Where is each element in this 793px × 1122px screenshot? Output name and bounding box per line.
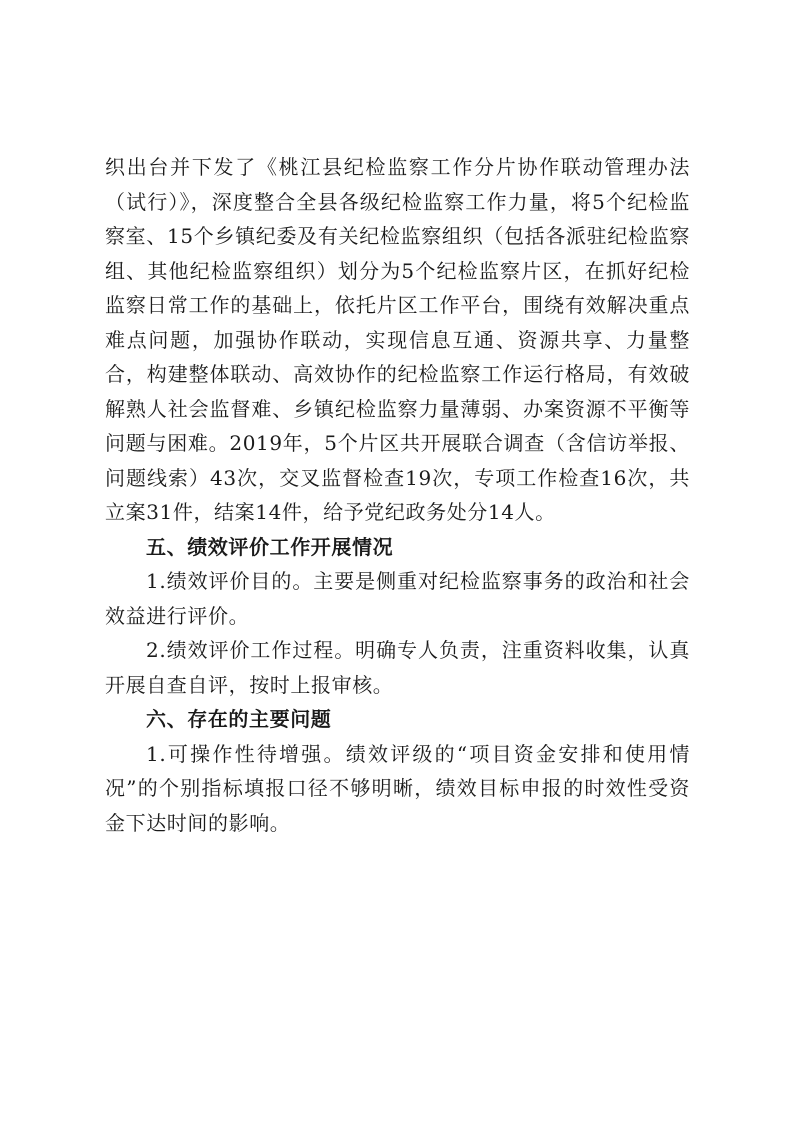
paragraph-5-2: 2.绩效评价工作过程。明确专人负责，注重资料收集，认真开展自查自评，按时上报审核。 — [105, 638, 690, 697]
section-heading-5: 五、绩效评价工作开展情况 — [146, 534, 394, 559]
paragraph-6-1: 1.可操作性待增强。绩效评级的“项目资金安排和使用情况”的个别指标填报口径不够明晰，绩效目标申报的时效性受资金下达时间的影响。 — [105, 741, 690, 835]
document-body — [105, 150, 690, 840]
paragraph-5-1: 1.绩效评价目的。主要是侧重对纪检监察事务的政治和社会效益进行评价。 — [105, 569, 690, 628]
paragraph-intro: 织出台并下发了《桃江县纪检监察工作分片协作联动管理办法（试行）》，深度整合全县各级纪检监察工作力量，将5个纪检监察室、15个乡镇纪委及有关纪检监察组织（包括各派驻纪检监察组、其他纪检监察组织）划分为5个纪检监察片区，在抓好纪检监察日常工作的基础上，依托片区工作平台，围绕有效解决重点难点问题，加强协作联动，实现信息互通、资源共享、力量整合，构建整体联动、高效协作的纪检监察工作运行格局，有效破解熟人社会监督难、乡镇纪检监察力量薄弱、办案资源不平衡等问题与困难。2019年，5个片区共开展联合调查（含信访举报、问题线索）43次，交叉监督检查19次，专项工作检查16次，共立案31件，结案14件，给予党纪政务处分14人。 — [105, 155, 690, 524]
section-heading-6: 六、存在的主要问题 — [146, 707, 332, 731]
